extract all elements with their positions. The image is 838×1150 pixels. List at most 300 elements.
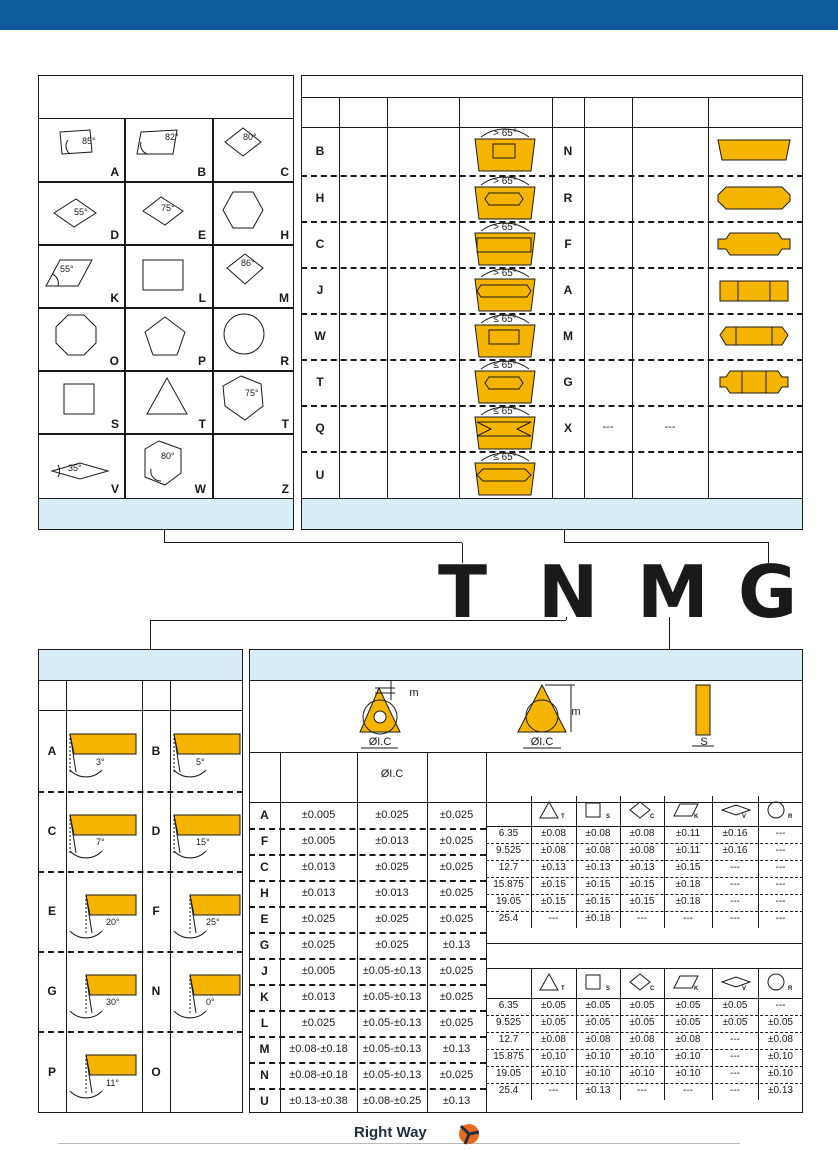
chip-angle-label: > 65° [493, 176, 517, 187]
tol-diagram-ic1: ØI.C [368, 736, 392, 748]
sub-cell: 25.4 [498, 1085, 519, 1096]
type-row-divider [301, 451, 803, 453]
sub-cell: --- [730, 879, 740, 890]
clearance-left-code: G [47, 984, 57, 998]
shape-cell-w [125, 433, 211, 498]
tol-diagram-m2: m [571, 706, 581, 718]
shape-w-icon [141, 439, 185, 489]
sub-cell: --- [730, 862, 740, 873]
clearance-left-angle: 20° [106, 917, 120, 927]
sub-cell: ±0.15 [585, 896, 611, 907]
type-shape-4-icon [716, 323, 794, 351]
tol-ic: ±0.025 [375, 861, 409, 873]
sub-cell: 19.05 [495, 1068, 522, 1079]
type-col-divider [387, 97, 388, 498]
tol-m: ±0.025 [301, 1017, 336, 1029]
sub-cell: ±0.05 [585, 1017, 611, 1028]
tol-s: ±0.025 [439, 991, 474, 1003]
type-shape-2-icon [716, 231, 794, 259]
shape-k-icon [44, 256, 96, 292]
sub-cell: --- [775, 1000, 786, 1011]
sub-cell: --- [775, 879, 786, 890]
type-row-divider [301, 405, 803, 407]
sub-cell: ±0.10 [585, 1068, 611, 1079]
shape-angle-label: 75° [161, 203, 175, 213]
type-x-dash-2: --- [664, 421, 676, 433]
tol-code: H [260, 886, 269, 900]
tol-shape-letter: C [650, 814, 655, 820]
type-shape-5-icon [716, 369, 794, 397]
sub-cell: --- [775, 913, 786, 924]
tol-ic: ±0.05-±0.13 [362, 965, 422, 977]
tol-code: J [261, 964, 268, 978]
clearance-right-angle: 15° [196, 837, 210, 847]
tol-shape-letter: C [650, 986, 655, 992]
shape-letter: T [281, 417, 289, 431]
sub-cell: --- [548, 913, 559, 924]
sub-cell: ±0.16 [722, 845, 748, 856]
type-col-divider [459, 97, 460, 498]
shape-cell-v [38, 433, 124, 498]
tol-ic: ±0.05-±0.13 [362, 991, 422, 1003]
shape-letter: P [197, 354, 206, 368]
tol-s: ±0.025 [439, 835, 474, 847]
tol-ic: ±0.08-±0.25 [362, 1095, 422, 1107]
shape-t-icon [145, 376, 189, 418]
tol-shape-letter: V [742, 986, 747, 992]
sub-cell: --- [775, 896, 786, 907]
tol-m: ±0.025 [301, 939, 336, 951]
type-left-code: W [314, 329, 326, 343]
type-row-divider [301, 313, 803, 315]
sub-cell: ±0.11 [675, 828, 701, 839]
shape-letter: M [279, 291, 289, 305]
shape-t-75-icon [221, 374, 267, 424]
type-left-code: C [315, 237, 325, 251]
sub-cell: --- [730, 1085, 740, 1096]
tol-code: E [260, 912, 269, 926]
tol-s: ±0.025 [439, 809, 474, 821]
clearance-left-angle: 7° [96, 837, 105, 847]
shape-cell-a [38, 118, 124, 181]
sub-cell: ±0.05 [629, 1000, 655, 1011]
tol-diagram-s: S [700, 736, 708, 748]
sub-cell: ±0.05 [722, 1000, 748, 1011]
type-panel-footer [301, 498, 803, 530]
sub-cell: ±0.10 [768, 1068, 793, 1079]
tol-row-divider [249, 1036, 486, 1038]
clearance-right-angle: 25° [206, 917, 220, 927]
tol-m: ±0.005 [301, 965, 336, 977]
clearance-right-code: F [152, 904, 160, 918]
clearance-right-angle: 0° [206, 997, 215, 1007]
shape-angle-label: 35° [68, 463, 82, 473]
sub-row-divider [486, 843, 803, 844]
tol-shape-s-icon [584, 800, 616, 822]
tol-shape-k-icon [672, 972, 704, 994]
type-right-code: M [563, 329, 573, 343]
shape-angle-label: 86° [241, 258, 255, 268]
shape-letter: T [198, 417, 206, 431]
sub-cell: ±0.18 [675, 896, 701, 907]
shape-letter: H [280, 228, 289, 242]
tol-shape-k-icon [672, 800, 704, 822]
shape-angle-label: 82° [165, 132, 179, 142]
clearance-diagram-icon [172, 891, 242, 941]
sub-cell: --- [730, 913, 740, 924]
shape-letter: L [198, 291, 206, 305]
tol-shape-r-icon [766, 972, 798, 994]
shape-angle-label: 80° [243, 132, 257, 142]
shape-cell-z [213, 433, 294, 498]
clearance-right-code: D [151, 824, 161, 838]
shape-panel-footer [38, 498, 294, 530]
sub-row-divider [486, 894, 803, 895]
sub-cell: 15.875 [493, 879, 524, 890]
tol-shape-letter: K [694, 814, 699, 820]
sub-row-divider [486, 860, 803, 861]
sub-cell: ±0.05 [768, 1017, 793, 1028]
type-right-code: N [563, 144, 573, 158]
shape-angle-label: 75° [245, 388, 259, 398]
clearance-right-angle: 5° [196, 756, 205, 767]
sub-cell: --- [730, 1051, 740, 1062]
clearance-diagram-icon [68, 730, 138, 780]
shape-cell-t [125, 370, 211, 433]
sub-header-line [486, 826, 803, 827]
clearance-diagram-icon [172, 730, 242, 780]
tol-row-divider [249, 932, 486, 934]
tol-diagram-ic2: ØI.C [530, 736, 554, 748]
clearance-left-code: P [47, 1065, 56, 1079]
sub-cell: ±0.16 [722, 828, 748, 839]
tol-row-divider [249, 906, 486, 908]
sub-cell: ±0.15 [629, 879, 655, 890]
tol-ic: ±0.013 [375, 835, 409, 847]
tol-s: ±0.025 [439, 965, 474, 977]
shape-angle-label: 85° [82, 136, 96, 146]
sub-cell: --- [548, 1085, 559, 1096]
sub-cell: ±0.05 [675, 1017, 701, 1028]
type-left-code: U [315, 467, 325, 482]
tol-m: ±0.013 [301, 991, 336, 1003]
sub-cell: ±0.08 [541, 845, 566, 856]
sub-cell: ±0.08 [629, 1034, 655, 1045]
tol-ic: ±0.025 [375, 809, 409, 821]
shape-r-icon [223, 313, 267, 357]
type-row-divider [301, 221, 803, 223]
type-shape-1-icon [716, 185, 794, 213]
shape-cell-e [125, 181, 211, 244]
sub-cell: --- [637, 1085, 647, 1096]
type-right-code: X [563, 421, 572, 435]
shape-cell-c [213, 118, 294, 181]
sub-cell: 12.7 [498, 862, 519, 873]
type-row-divider [301, 267, 803, 269]
sub-cell: 6.35 [498, 1000, 519, 1011]
tol-shape-letter: T [561, 814, 565, 820]
type-row-divider [301, 175, 803, 177]
tol-shape-letter: T [561, 986, 565, 992]
tol-m: ±0.013 [301, 887, 336, 899]
tol-ic: ±0.05-±0.13 [362, 1017, 422, 1029]
shape-h-icon [221, 189, 267, 233]
chip-angle-label: ≤ 65° [493, 452, 517, 463]
shape-p-icon [143, 315, 189, 359]
type-col-divider [632, 97, 633, 498]
tol-shape-letter: K [694, 986, 699, 992]
shape-cell-t-75 [213, 370, 294, 433]
type-left-code: Q [315, 421, 325, 435]
sub-cell: 19.05 [495, 896, 522, 907]
tol-s: ±0.025 [439, 887, 474, 899]
shape-letter: Z [281, 482, 289, 496]
tol-ic: ±0.05-±0.13 [362, 1069, 422, 1081]
clearance-left-code: C [47, 824, 57, 838]
sub-cell: 6.35 [498, 828, 519, 839]
sub-cell: ±0.13 [585, 862, 611, 873]
sub-cell: ±0.13 [541, 862, 566, 873]
sub-cell: 9.525 [495, 1017, 522, 1028]
tol-shape-letter: V [742, 814, 747, 820]
tol-s: ±0.13 [442, 939, 471, 951]
sub-cell: ±0.15 [629, 896, 655, 907]
code-letter-tolerance: M [637, 550, 709, 634]
sub-cell: ±0.08 [768, 1034, 793, 1045]
shape-cell-p [125, 307, 211, 370]
tol-ic: ±0.025 [375, 913, 409, 925]
clearance-diagram-icon [68, 1051, 138, 1101]
tol-shape-c-icon [628, 972, 660, 994]
type-x-dash-1: --- [602, 421, 614, 433]
sub-cell: ±0.13 [768, 1085, 793, 1096]
clearance-left-angle: 3° [96, 756, 105, 767]
sub-cell: ±0.05 [585, 1000, 611, 1011]
sub-cell: ±0.05 [675, 1000, 701, 1011]
tol-m: ±0.005 [301, 809, 336, 821]
sub-cell: --- [775, 862, 786, 873]
sub-cell: ±0.15 [541, 896, 566, 907]
sub-cell: ±0.10 [541, 1051, 566, 1062]
shape-cell-b [125, 118, 211, 181]
type-right-code: F [564, 237, 572, 251]
clearance-panel [38, 649, 243, 1113]
sub-header-line [486, 998, 803, 999]
clearance-left-code: E [47, 904, 56, 918]
shape-s-icon [60, 380, 100, 420]
sub-cell: ±0.18 [675, 879, 701, 890]
brand-logo-icon [457, 1122, 481, 1146]
shape-cell-d [38, 181, 124, 244]
tol-m: ±0.08-±0.18 [289, 1069, 348, 1081]
sub-cell: --- [683, 913, 693, 924]
brand-name: Right Way [354, 1124, 427, 1141]
shape-letter: C [280, 165, 289, 179]
shape-angle-label: 55° [74, 207, 88, 217]
tol-row-divider [249, 854, 486, 856]
clearance-diagram-icon [172, 971, 242, 1021]
chip-angle-label: ≤ 65° [493, 314, 517, 325]
type-left-code: B [315, 144, 325, 158]
sub-cell: ±0.05 [722, 1017, 748, 1028]
sub-cell: 9.525 [495, 845, 522, 856]
sub-cell: ±0.08 [585, 828, 611, 839]
tol-shape-c-icon [628, 800, 660, 822]
chip-angle-label: > 65° [493, 222, 517, 233]
sub-cell: --- [683, 1085, 693, 1096]
sub-cell: 25.4 [498, 913, 519, 924]
shape-letter: W [194, 482, 206, 496]
sub-row-divider [486, 1015, 803, 1016]
clearance-diagram-icon [68, 891, 138, 941]
sub-cell: ±0.10 [541, 1068, 566, 1079]
sub-cell: --- [730, 1034, 740, 1045]
tol-m: ±0.025 [301, 913, 336, 925]
sub-cell: --- [730, 896, 740, 907]
clearance-right-code: B [151, 743, 161, 758]
sub-cell: ±0.18 [585, 913, 611, 924]
tol-shape-t-icon [539, 972, 571, 994]
sub-row-divider [486, 911, 803, 912]
tol-code: F [260, 834, 269, 848]
clearance-right-code: N [151, 984, 161, 998]
tol-row-divider [249, 828, 486, 830]
shape-letter: O [109, 354, 119, 368]
sub-cell: ±0.05 [541, 1000, 566, 1011]
sub-cell: --- [775, 828, 786, 839]
tol-row-divider [249, 1062, 486, 1064]
tol-shape-r-icon [766, 800, 798, 822]
code-letter-shape: T [438, 550, 488, 634]
type-left-code: J [316, 283, 324, 297]
tol-s: ±0.13 [442, 1095, 471, 1107]
sub-cell: ±0.15 [585, 879, 611, 890]
tol-s: ±0.025 [439, 913, 474, 925]
tol-shape-letter: R [788, 986, 793, 992]
tol-row-divider [249, 1010, 486, 1012]
shape-cell-s [38, 370, 124, 433]
tol-shape-letter: R [788, 814, 793, 820]
sub-cell: ±0.10 [675, 1051, 701, 1062]
clearance-panel-header [38, 649, 243, 681]
shape-letter: V [110, 482, 119, 496]
clearance-row-divider [38, 871, 243, 873]
tol-ic: ±0.013 [375, 887, 409, 899]
shape-letter: E [197, 228, 206, 242]
sub-cell: ±0.10 [768, 1051, 793, 1062]
tol-shape-letter: S [606, 986, 611, 992]
shape-cell-o [38, 307, 124, 370]
shape-cell-h [213, 181, 294, 244]
shape-cell-k [38, 244, 124, 307]
tol-code: U [260, 1094, 269, 1108]
sub-row-divider [486, 1066, 803, 1067]
type-right-code: G [563, 375, 573, 389]
sub-cell: ±0.08 [629, 845, 655, 856]
type-col-divider [708, 97, 709, 498]
tol-code: M [259, 1042, 270, 1056]
shape-letter: K [110, 291, 119, 305]
type-shape-0-icon [716, 138, 794, 166]
type-left-code: H [315, 191, 325, 205]
tol-shape-v-icon [720, 800, 752, 822]
shape-letter: S [110, 417, 119, 431]
shape-o-icon [54, 313, 100, 359]
clearance-diagram-icon [68, 971, 138, 1021]
shape-angle-label: 80° [161, 451, 175, 461]
type-col-divider [584, 97, 585, 498]
sub-cell: ±0.08 [675, 1034, 701, 1045]
sub-cell: ±0.13 [629, 862, 655, 873]
sub-cell: ±0.08 [585, 1034, 611, 1045]
clearance-row-divider [38, 791, 243, 793]
clearance-diagram-icon [68, 811, 138, 861]
type-left-code: T [316, 375, 324, 389]
tol-row-divider [249, 880, 486, 882]
tol-code: L [260, 1016, 269, 1030]
type-row-divider [301, 359, 803, 361]
tol-row-divider [249, 984, 486, 986]
sub-cell: ±0.15 [675, 862, 701, 873]
tol-row-divider [249, 1088, 486, 1090]
sub-cell: ±0.13 [585, 1085, 611, 1096]
code-letter-clearance: N [538, 550, 599, 634]
clearance-diagram-icon [172, 811, 242, 861]
sub-cell: ±0.05 [629, 1017, 655, 1028]
tol-code: N [260, 1068, 269, 1082]
shape-cell-r [213, 307, 294, 370]
sub-row-divider [486, 877, 803, 878]
clearance-row-divider [38, 1031, 243, 1033]
sub-cell: ±0.10 [629, 1068, 655, 1079]
tol-m: ±0.013 [301, 861, 336, 873]
sub-cell: ±0.08 [629, 828, 655, 839]
shape-letter: B [197, 165, 206, 179]
code-letter-type: G [738, 550, 798, 634]
shape-letter: R [280, 354, 289, 368]
shape-l-icon [139, 256, 189, 296]
sub-cell: ±0.15 [541, 879, 566, 890]
tol-code: K [260, 990, 269, 1004]
tol-code: A [260, 808, 269, 822]
clearance-left-angle: 11° [106, 1078, 119, 1088]
sub-cell: --- [637, 913, 647, 924]
tolerance-panel-header [249, 649, 803, 681]
sub-row-divider [486, 1049, 803, 1050]
tol-ic: ±0.025 [375, 939, 409, 951]
sub-cell: ±0.10 [629, 1051, 655, 1062]
sub-cell: 15.875 [493, 1051, 524, 1062]
tol-shape-letter: S [606, 814, 611, 820]
sub-cell: ±0.10 [675, 1068, 701, 1079]
sub-cell: ±0.08 [541, 1034, 566, 1045]
sub-cell: ±0.08 [541, 828, 566, 839]
tol-m: ±0.13-±0.38 [289, 1095, 348, 1107]
shape-cell-l [125, 244, 211, 307]
tol-code: G [259, 938, 270, 952]
tol-shape-v-icon [720, 972, 752, 994]
tol-diagram-m1: m [409, 687, 419, 699]
tol-s: ±0.025 [439, 1017, 474, 1029]
sub-cell: ±0.10 [585, 1051, 611, 1062]
tol-header-ic: ØI.C [380, 768, 404, 780]
sub-cell: ±0.05 [541, 1017, 566, 1028]
sub-cell: 12.7 [498, 1034, 519, 1045]
sub-row-divider [486, 1083, 803, 1084]
header-bar [0, 0, 838, 30]
type-right-code: A [563, 283, 573, 297]
sub-cell: ±0.11 [675, 845, 701, 856]
